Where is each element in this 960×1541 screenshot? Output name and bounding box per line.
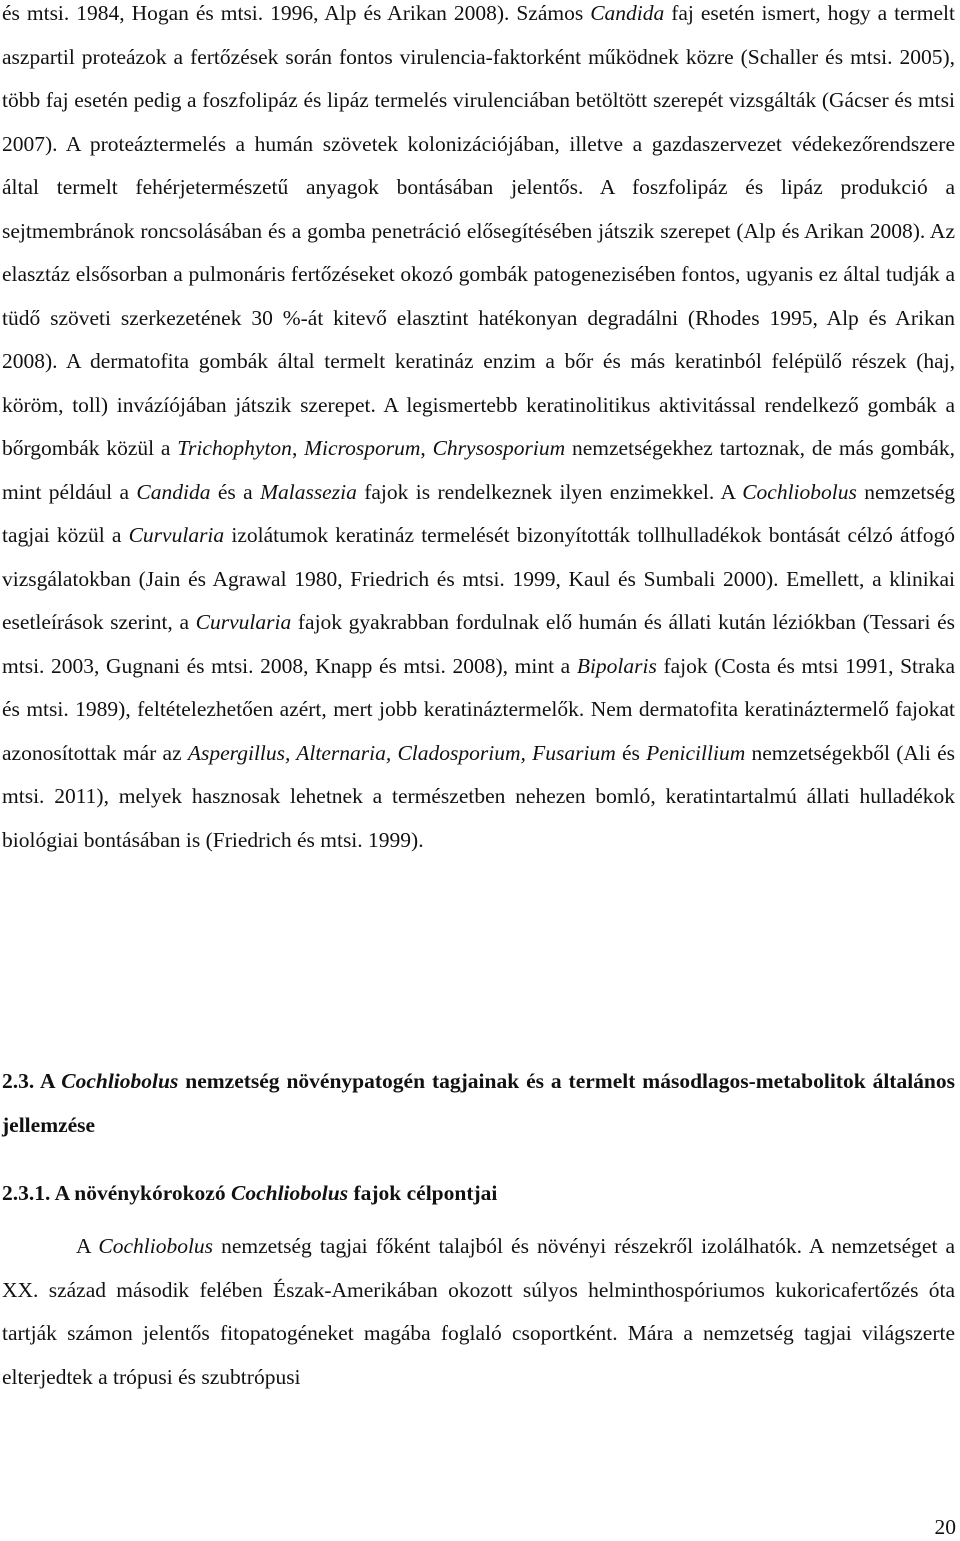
genus-list: Aspergillus, Alternaria, Cladosporium, Fusarium [187,740,616,765]
genus-name: Cochliobolus [98,1234,214,1258]
text-run: fajok (Costa és mtsi 1991, Straka és mtsi. 1989), feltételezhetően azért, mert jobb keratináztermelők. Nem dermatofita keratináztermelő fajokat azonosítottak már az [2,653,955,765]
subsection-heading [2,1172,955,1216]
text-run: faj esetén ismert, hogy a termelt aszpartil proteázok a fertőzések során fontos virulencia-faktorként működnek közre (Schaller és mtsi. 2005), több faj esetén pedig a foszfolipáz és lipáz termelés virulenciában betöltött szerepét vizsgálták (Gácser és mtsi 2007). A proteáztermelés a humán szövetek kolonizációjában, illetve a gazdaszervezet védekezőrendszere által termelt fehérjetermészetű anyagok bontásában jelentős. A foszfolipáz és lipáz produkció a sejtmembránok roncsolásában és a gomba penetráció elősegítésében játszik szerepet (Alp és Arikan 2008). Az elasztáz elsősorban a pulmonáris fertőzéseket okozó gombák patogenezisében fontos, ugyanis ez által tudják a tüdő szöveti szerkezetének 30 %-át kitevő elasztint hatékonyan degradálni (Rhodes 1995, Alp és Arikan 2008). A dermatofita gombák által termelt keratináz enzim a bőr és más keratinból felépülő részek (haj, köröm, toll) invázíójában játszik szerepet. A legismertebb keratinolitikus aktivitással rendelkező gombák a bőrgombák közül a [2,1,955,460]
species-name: Candida [590,1,665,25]
text-run: nemzetségekből (Ali és mtsi. 2011), melyek hasznosak lehetnek a természetben nehezen bomló, keratintartalmú állati hulladékok biológiai bontásában is (Friedrich és mtsi. 1999). [2,740,955,852]
body-paragraph [2,1225,955,1399]
text-run: nemzetségekhez tartoznak, de más gombák, mint például a [2,436,956,504]
text-run: , [420,436,433,460]
heading-text: A növénykórokozó [50,1181,231,1205]
genus-name: Cochliobolus [61,1069,179,1093]
heading-text: A [34,1069,62,1093]
text-run: és [615,740,647,765]
heading-text: nemzetség növénypatogén tagjainak és a termelt másodlagos-metabolitok általános jellemzése [2,1069,955,1137]
section-heading [2,1060,955,1147]
genus-name: Chrysosporium [432,436,566,460]
text-run: A [76,1234,99,1258]
page-number: 20 [934,1515,956,1539]
genus-name: Curvularia [195,610,292,634]
heading-text: fajok célpontjai [348,1181,498,1205]
text-run: fajok is rendelkeznek ilyen enzimekkel. A [356,479,743,504]
genus-name: Candida [136,479,211,504]
section-number: 2.3. [2,1069,35,1093]
text-run: , [291,436,305,460]
genus-name: Penicillium [646,740,746,765]
text-run: és a [210,479,261,504]
text-run: és mtsi. 1984, Hogan és mtsi. 1996, Alp és Arikan 2008). Számos [2,1,591,25]
body-paragraph [2,0,955,862]
text-run: fajok gyakrabban fordulnak elő humán és állati kután léziókban (Tessari és mtsi. 2003, Gugnani és mtsi. 2008, Knapp és mtsi. 2008), mint a [2,610,955,678]
text-run: nemzetség tagjai főként talajból és növényi részekről izolálhatók. A nemzetséget a XX. század második felében Észak-Amerikában okozott súlyos helminthospóriumos kukoricafertőzés óta tartják számon jelentős fitopatogéneket magába foglaló csoportként. Mára a nemzetség tagjai világszerte elterjedtek a trópusi és szubtrópusi [2,1234,956,1389]
section-number: 2.3.1. [2,1181,51,1205]
genus-name: Malassezia [260,479,357,504]
genus-name: Microsporum [304,436,421,460]
text-run: nemzetség tagjai közül a [2,479,955,547]
genus-name: Bipolaris [576,653,657,678]
genus-name: Cochliobolus [742,479,857,504]
genus-name: Cochliobolus [230,1181,349,1205]
genus-name: Trichophyton [177,436,292,460]
text-run: izolátumok keratináz termelését bizonyították tollhulladékok bontását célzó átfogó vizsgálatokban (Jain és Agrawal 1980, Friedrich és mtsi. 1999, Kaul és Sumbali 2000). Emellett, a klinikai esetleírások szerint, a [2,523,955,634]
genus-name: Curvularia [128,523,225,547]
